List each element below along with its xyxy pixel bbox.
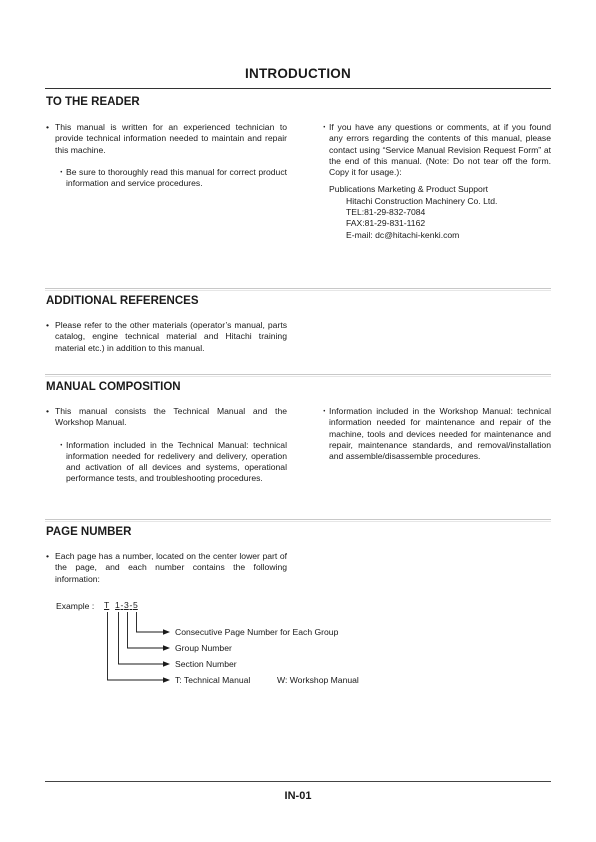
example-label: Example : bbox=[56, 601, 95, 611]
footer-rule bbox=[45, 781, 551, 782]
composition-sub-workshop-text: Information included in the Workshop Manual: technical information needed for maintenance and repair of the machine, tools and devices needed for maintenance and repair, maintenance standards, and removal/installation and assemble/disassemble procedures. bbox=[329, 406, 551, 462]
legend-group: Group Number bbox=[175, 643, 232, 653]
contact-company: Hitachi Construction Machinery Co. Ltd. bbox=[346, 195, 498, 206]
code-part-page: 5 bbox=[133, 600, 138, 610]
composition-sub-technical-text: Information included in the Technical Manual: technical information needed for redelivery and delivery, operation and activation of all devices and systems, operational performance tests, and troubleshooting procedures. bbox=[66, 439, 287, 484]
connector-page bbox=[137, 612, 166, 632]
contact-email: E-mail: dc@hitachi-kenki.com bbox=[346, 229, 460, 240]
section-heading-page-number: PAGE NUMBER bbox=[46, 526, 132, 538]
arrow-type bbox=[163, 677, 170, 682]
sub-marker: ・ bbox=[57, 439, 66, 450]
arrow-section bbox=[163, 661, 170, 666]
section-heading-manual-composition: MANUAL COMPOSITION bbox=[46, 381, 181, 393]
code-part-group: 3 bbox=[124, 600, 129, 610]
section-heading-additional-references: ADDITIONAL REFERENCES bbox=[46, 295, 199, 307]
code-sep-1: - bbox=[120, 600, 124, 610]
bullet-marker: • bbox=[46, 406, 50, 416]
reader-sub-1-text: Be sure to thoroughly read this manual for correct product information and service procedures. bbox=[66, 166, 287, 189]
bullet-marker: • bbox=[46, 122, 50, 132]
references-bullet-text: Please refer to the other materials (operator’s manual, parts catalog, engine technical material and Hitachi training material etc.) in addition to this manual. bbox=[55, 320, 287, 353]
sub-marker: ・ bbox=[320, 122, 329, 132]
code-sep-2: - bbox=[129, 600, 133, 610]
legend-consecutive: Consecutive Page Number for Each Group bbox=[175, 627, 339, 637]
legend-section: Section Number bbox=[175, 659, 237, 669]
page-title: INTRODUCTION bbox=[245, 66, 351, 81]
code-part-t: T bbox=[104, 600, 110, 610]
bullet-marker: • bbox=[46, 320, 50, 330]
sub-marker: ・ bbox=[57, 166, 66, 177]
sub-marker: ・ bbox=[320, 406, 329, 416]
reader-bullet-2-text: If you have any questions or comments, at if you found any errors regarding the contents of this manual, please contact using “Service Manual Revision Request Form” at the end of this manual. (Note: Do not tear off the form. Copy it for usage.): bbox=[329, 122, 551, 178]
page-number-bullet-text: Each page has a number, located on the center lower part of the page, and each number contains the following information: bbox=[55, 551, 287, 584]
arrow-group bbox=[163, 645, 170, 650]
legend-workshop: W: Workshop Manual bbox=[277, 675, 359, 685]
footer-page-number: IN-01 bbox=[284, 790, 312, 802]
arrow-page bbox=[163, 629, 170, 634]
reader-bullet-1-text: This manual is written for an experienced technician to provide technical information needed to maintain and repair this machine. bbox=[55, 122, 287, 155]
code-part-section: 1 bbox=[115, 600, 120, 610]
bullet-marker: • bbox=[46, 551, 50, 561]
contact-line-1: Publications Marketing & Product Support bbox=[329, 184, 489, 195]
contact-fax: FAX:81-29-831-1162 bbox=[346, 218, 426, 229]
legend-technical: T: Technical Manual bbox=[175, 675, 251, 685]
contact-tel: TEL:81-29-832-7084 bbox=[346, 207, 426, 218]
connector-group bbox=[128, 612, 166, 648]
connector-section bbox=[119, 612, 166, 664]
composition-bullet-text: This manual consists the Technical Manual and the Workshop Manual. bbox=[55, 406, 287, 428]
section-heading-to-the-reader: TO THE READER bbox=[46, 96, 140, 108]
